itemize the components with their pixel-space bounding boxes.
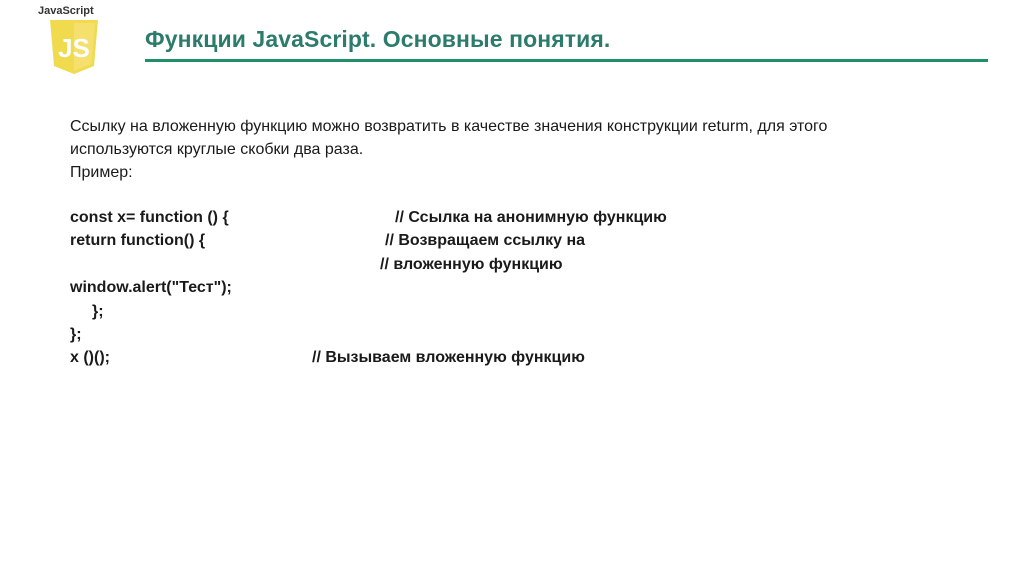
code-text: };	[70, 325, 82, 343]
intro-line-2: используются круглые скобки два раза.	[70, 141, 364, 158]
code-comment: // Возвращаем ссылку на	[385, 232, 586, 250]
title-underline	[145, 59, 988, 62]
code-text: const x= function () {	[70, 209, 229, 226]
shield-mark: JS	[58, 33, 90, 63]
code-text: window.alert("Тест");	[70, 279, 232, 297]
code-text: x ()();	[70, 349, 110, 367]
code-text: return function() {	[70, 232, 206, 250]
intro-line-1: Ссылку на вложенную функцию можно возвратить в качестве значения конструкции returm, для этого	[70, 118, 828, 135]
logo-caption: JavaScript	[38, 5, 94, 17]
example-label: Пример:	[70, 164, 133, 181]
code-text: };	[92, 302, 104, 320]
code-comment: // Вызываем вложенную функцию	[312, 349, 585, 367]
page-title: Функции JavaScript. Основные понятия.	[145, 26, 611, 52]
code-comment: // вложенную функцию	[380, 255, 563, 273]
javascript-shield-icon	[48, 18, 100, 76]
code-comment: // Ссылка на анонимную функцию	[395, 209, 667, 226]
intro-text	[70, 115, 950, 184]
